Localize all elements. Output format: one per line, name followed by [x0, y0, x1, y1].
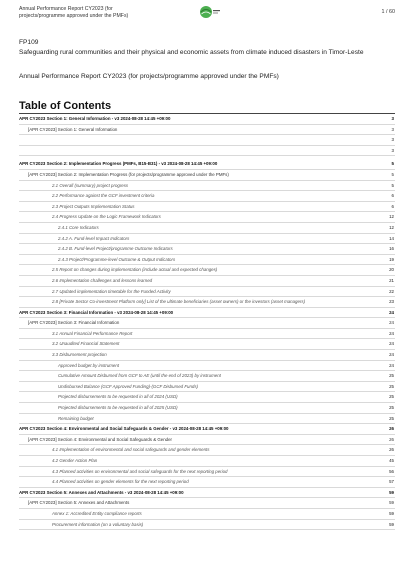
toc-entry[interactable]	[19, 435, 395, 446]
toc-entry-page: 26	[389, 447, 394, 453]
toc-entry-page: 59	[389, 510, 394, 516]
toc-entry-title: 3.3 Disbursement projection	[52, 352, 107, 358]
toc-entry-page: 22	[389, 288, 394, 294]
toc-entry[interactable]	[19, 467, 395, 478]
toc-entry[interactable]	[19, 212, 395, 223]
toc-entry-title: [APR CY2023] Section 3: Financial Information	[28, 320, 120, 326]
toc-entry[interactable]	[19, 329, 395, 340]
toc-entry[interactable]	[19, 318, 395, 329]
toc-entry-title: Approved budget by instrument	[58, 362, 120, 368]
toc-entry-page: 5	[391, 182, 394, 188]
toc-entry-title: [APR CY2023] Section 1: General Information	[28, 126, 118, 132]
toc-entry-page: 21	[389, 277, 394, 283]
toc-entry-page: 59	[389, 500, 394, 506]
toc-entry-title: 2.8 [Private Sector Co-investment Platform only] List of the ultimate beneficiaries (asset owners) or the investors (asset managers)	[52, 299, 306, 305]
toc-entry[interactable]	[19, 191, 395, 202]
toc-entry-page: 26	[389, 426, 394, 432]
toc-entry-title: Remaining budget	[58, 415, 94, 421]
toc-entry-title: 2.3 Project Outputs Implementation Status	[52, 203, 135, 209]
toc-entry[interactable]	[19, 445, 395, 456]
toc-entry-page: 19	[389, 256, 394, 262]
toc-entry[interactable]	[19, 392, 395, 403]
toc-entry-page: 24	[389, 330, 394, 336]
toc-entry[interactable]	[19, 414, 395, 425]
toc-entry-title: 3.2 Unaudited Financial Statement	[52, 341, 120, 347]
page-counter: 1 / 60	[381, 9, 395, 15]
toc-entry[interactable]	[19, 382, 395, 393]
toc-entry-title: 2.6 Implementation challenges and lessons learned	[52, 277, 153, 283]
toc-entry-page: 3	[391, 147, 394, 153]
toc-entry-title: APR CY2023 Section 1: General Information - v3 2024-08-28 14:45 +09:00	[19, 116, 171, 121]
toc-entry[interactable]	[19, 181, 395, 192]
toc-section-entry[interactable]	[19, 159, 395, 170]
toc-entry-title: [APR CY2023] Section 4: Environmental and Social Safeguards & Gender	[28, 436, 172, 442]
toc-entry[interactable]	[19, 287, 395, 298]
toc-entry[interactable]	[19, 202, 395, 213]
toc-entry-page: 23	[389, 299, 394, 305]
toc-entry-title: 2.4.1 Core Indicators	[58, 224, 99, 230]
toc-entry-title: 2.1 Overall (summary) project progress	[52, 182, 129, 188]
toc-entry[interactable]	[19, 265, 395, 276]
document-title-line2: projects/programme approved under the PMFs)	[19, 13, 129, 19]
toc-entry-page: 12	[389, 214, 394, 220]
toc-entry[interactable]	[19, 255, 395, 266]
toc-entry[interactable]	[19, 125, 395, 136]
toc-entry[interactable]	[19, 339, 395, 350]
toc-entry-page: 5	[391, 161, 394, 167]
toc-entry[interactable]	[19, 403, 395, 414]
toc-entry-title: Undisbursed Balance (GCF Approved Funding)-(GCF Disbursed Funds)	[58, 383, 198, 389]
document-title-line1: Annual Performance Report CY2023 (for	[19, 6, 113, 12]
toc-entry-title: Projected disbursements to be requested in all of 2024 (USD)	[58, 394, 178, 400]
toc-entry[interactable]	[19, 170, 395, 181]
toc-section-entry[interactable]	[19, 424, 395, 435]
toc-entry-title: Cumulative Amount Disbursed from GCF to AE (until the end of 2023) by instrument	[58, 373, 221, 379]
toc-entry-page: 3	[391, 116, 394, 121]
toc-entry-page: 25	[389, 415, 394, 421]
toc-entry[interactable]	[19, 234, 395, 245]
toc-section-entry[interactable]	[19, 114, 395, 125]
toc-entry-page: 14	[389, 235, 394, 241]
toc-entry-title: [APR CY2023] Section 2: Implementation Progress (for projects/programme approved under the PMFs)	[28, 171, 229, 177]
toc-entry-page: 24	[389, 341, 394, 347]
toc-entry-page: 45	[389, 458, 394, 463]
toc-entry[interactable]	[19, 244, 395, 255]
funding-proposal-code: FP109	[19, 39, 39, 46]
toc-entry-title: Procurement information (on a voluntary basis)	[52, 521, 144, 527]
toc-section-entry[interactable]	[19, 488, 395, 499]
toc-entry-page: 20	[389, 267, 394, 273]
toc-entry-page: 59	[389, 489, 394, 495]
toc-entry-page: 25	[389, 405, 394, 411]
toc-entry-page: 24	[389, 352, 394, 358]
toc-entry-page: 57	[389, 479, 394, 485]
toc-entry[interactable]	[19, 509, 395, 520]
report-title: Annual Performance Report CY2023 (for projects/programme approved under the PMFs)	[19, 73, 279, 80]
toc-entry-page: 24	[389, 320, 394, 326]
toc-entry-title: APR CY2023 Section 3: Financial Information - v3 2024-08-28 14:45 +09:00	[19, 309, 174, 315]
toc-entry-title: 4.4 Planned activities on gender elements for the next reporting period	[52, 479, 189, 485]
toc-entry-page: 56	[389, 468, 394, 474]
toc-entry-page: 12	[389, 224, 394, 230]
toc-entry-title: 2.2 Performance against the GCF investment criteria	[52, 193, 155, 199]
toc-blank-entry	[19, 135, 395, 146]
toc-entry-title: APR CY2023 Section 2: Implementation Progress (PMFs, B15-B31) - v3 2024-08-28 14:45 +09:00	[19, 161, 218, 167]
toc-entry-title: 4.2 Gender Action Plan	[52, 458, 98, 463]
toc-entry-title: Annex 1: Accredited Entity compliance reports	[52, 510, 142, 516]
toc-entry-title: 2.5 Report on changes during implementation (include actual and expected changes)	[52, 267, 218, 273]
toc-entry-title: APR CY2023 Section 4: Environmental and Social Safeguards & Gender - v3 2024-08-28 14:45 +09:00	[19, 426, 229, 432]
toc-entry-title: 2.4 Progress Update on the Logic Framework Indicators	[52, 214, 161, 220]
toc-entry-title: 2.4.3 Project/Programme-level Outcome & Output Indicators	[58, 256, 176, 262]
gcf-logo-icon	[199, 5, 221, 19]
toc-entry-page: 25	[389, 383, 394, 389]
toc-entry[interactable]	[19, 223, 395, 234]
page-header	[0, 0, 414, 26]
toc-blank-entry	[19, 146, 395, 157]
toc-heading: Table of Contents	[19, 100, 112, 112]
toc-entry[interactable]	[19, 350, 395, 361]
toc-entry-page: 25	[389, 394, 394, 400]
toc-entry-page: 3	[391, 137, 394, 143]
toc-entry-title: APR CY2023 Section 5: Annexes and Attachments - v3 2024-08-28 14:45 +09:00	[19, 489, 184, 495]
toc-entry-page: 3	[391, 126, 394, 132]
table-of-contents	[19, 114, 395, 530]
toc-entry[interactable]	[19, 498, 395, 509]
toc-entry-title: 3.1 Annual Financial Performance Report	[52, 330, 133, 336]
toc-entry-page: 6	[391, 203, 394, 209]
toc-entry[interactable]	[19, 371, 395, 382]
toc-entry-title: 4.3 Planned activities on environmental and social safeguards for the next reporting period	[52, 468, 228, 474]
toc-entry-title: Projected disbursements to be requested in all of 2025 (USD)	[58, 405, 178, 411]
toc-entry-page: 24	[389, 309, 394, 315]
toc-entry-title: 2.4.2 A. Fund-level Impact Indicators	[58, 235, 130, 241]
toc-entry[interactable]	[19, 276, 395, 287]
toc-entry-page: 16	[389, 246, 394, 252]
toc-entry-page: 26	[389, 436, 394, 442]
project-title: Safeguarding rural communities and their physical and economic assets from climate induced disasters in Timor-Leste	[19, 49, 364, 56]
toc-entry-page: 25	[389, 373, 394, 379]
toc-entry-title: 2.7 Updated implementation timetable for the Funded Activity	[52, 288, 171, 294]
toc-entry-page: 59	[389, 521, 394, 527]
document-title	[19, 6, 179, 20]
toc-entry-title: 4.1 Implementation of environmental and social safeguards and gender elements	[52, 447, 210, 453]
toc-entry-title: 2.4.2 B. Fund-level Project/programme Outcome Indicators	[58, 246, 173, 252]
toc-entry[interactable]	[19, 520, 395, 531]
toc-entry-title: [APR CY2023] Section 5: Annexes and Attachments	[28, 500, 130, 506]
toc-entry[interactable]	[19, 297, 395, 308]
toc-entry[interactable]	[19, 456, 395, 467]
toc-entry-page: 6	[391, 193, 394, 199]
toc-section-entry[interactable]	[19, 308, 395, 319]
toc-entry-page: 24	[389, 362, 394, 368]
toc-entry-page: 5	[391, 171, 394, 177]
toc-entry[interactable]	[19, 361, 395, 372]
toc-entry[interactable]	[19, 477, 395, 488]
